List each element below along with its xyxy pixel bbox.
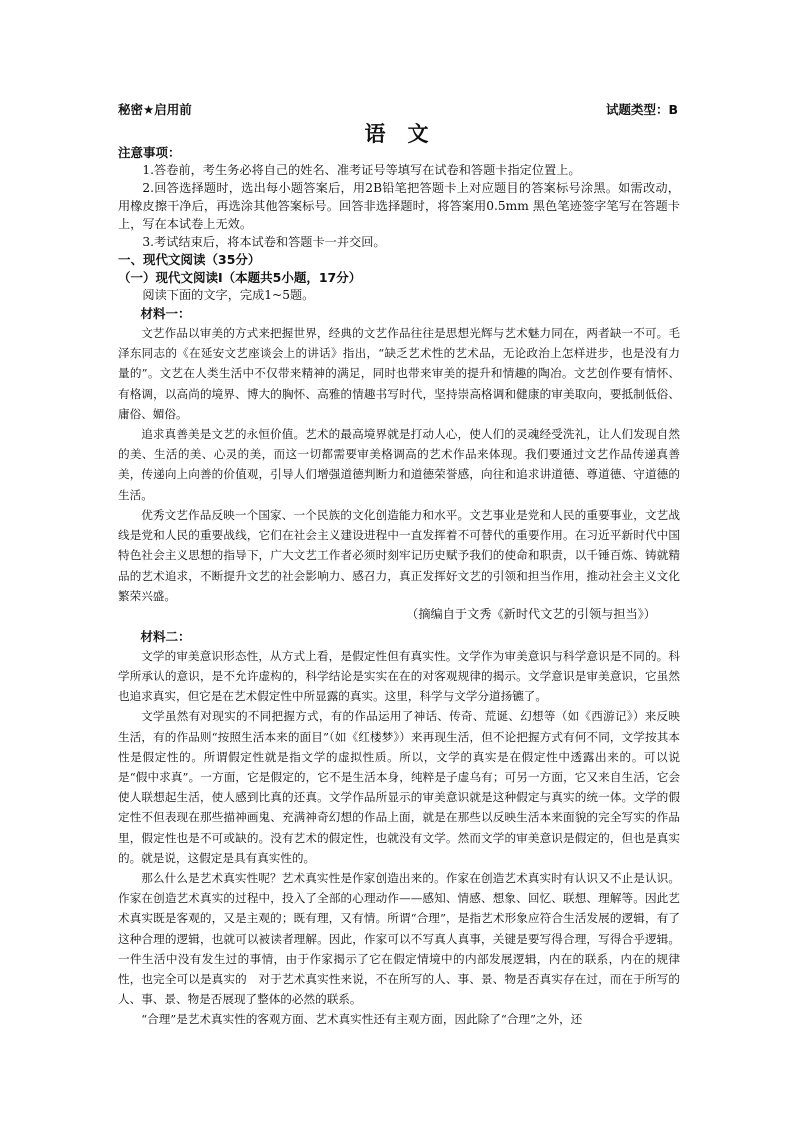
notice-item-3: 3.考试结束后，将本试卷和答题卡一并交回。 [142, 234, 386, 249]
material-1-paragraph: 文艺作品以审美的方式来把握世界，经典的文艺作品往往是思想光辉与艺术魅力同在，两者缺一不可。毛泽东同志的《在延安文艺座谈会上的讲话》指出，“缺乏艺术性的艺术品，无论政治上怎样进步，也是没有力量的”。文艺在人类生活中不仅带来精神的满足，同时也带来审美的提升和情趣的陶冶。文艺创作要有情怀、有格调，以高尚的境界、博大的胸怀、高雅的情趣书写时代，坚持崇高格调和健康的审美取向，要抵制低俗、庸俗、媚俗。 [118, 326, 680, 421]
page-title: 语文 [364, 122, 451, 146]
material-2-paragraph: “合理”是艺术真实性的客观方面、艺术真实性还有主观方面，因此除了“合理”之外，还 [141, 1012, 583, 1027]
section-heading: 一、现代文阅读（35分） [118, 252, 261, 268]
notice-item-2: 2.回答选择题时，选出每小题答案后，用2B铅笔把答题卡上对应题目的答案标号涂黑。如需改动，用橡皮擦干净后，再选涂其他答案标号。回答非选择题时，将答案用0.5mm 黑色笔迹签字笔写在答题卡上，写在本试卷上无效。 [118, 180, 680, 231]
notice-item-1: 1.答卷前，考生务必将自己的姓名、准考证号等填写在试卷和答题卡指定位置上。 [142, 162, 581, 177]
material-1-source: （摘编自于文秀《新时代文艺的引领与担当》） [406, 606, 656, 621]
material-2-label: 材料二： [140, 628, 191, 644]
notice-heading: 注意事项： [118, 145, 181, 160]
material-2-paragraph: 那么什么是艺术真实性呢？艺术真实性是作家创造出来的。作家在创造艺术真实时有认识又不止是认识。作家在创造艺术真实的过程中，投入了全部的心理动作——感知、情感、想象、回忆、联想、理解等。因此艺术真实既是客观的，又是主观的；既有理，又有情。所谓“合理”，是指艺术形象应符合生活发展的逻辑，有了这种合理的逻辑，也就可以被读者理解。因此，作家可以不写真人真事，关键是要写得合理，写得合乎逻辑。一件生活中没有发生过的事情，由于作家揭示了它在假定情境中的内部发展逻辑，内在的联系，内在的规律性，也完全可以是真实的 对于艺术真实性来说，不在所写的人、事、景、物是否真实存在过，而在于所写的人、事、景、物是否展现了整体的必然的联系。 [118, 870, 680, 1007]
material-1-paragraph: 追求真善美是文艺的永恒价值。艺术的最高境界就是打动人心，使人们的灵魂经受洗礼，让人们发现自然的美、生活的美、心灵的美，而这一切都需要审美格调高的艺术作品来体现。我们要通过文艺作品传递真善美，传递向上向善的价值观，引导人们增强道德判断力和道德荣誉感，向往和追求讲道德、尊道德、守道德的生活。 [118, 427, 680, 502]
material-1-label: 材料一： [140, 306, 191, 322]
exam-header [118, 100, 678, 116]
subsection-heading: （一）现代文阅读Ⅰ（本题共5小题，17分） [118, 270, 362, 286]
material-2-paragraph: 文学的审美意识形态性，从方式上看，是假定性但有真实性。文学作为审美意识与科学意识是不同的。科学所承认的意识，是不允许虚构的，科学结论是实实在在的对客观规律的揭示。文学意识是审美意识，它虽然也追求真实，但它是在艺术假定性中所显露的真实。这里，科学与文学分道扬镳了。 [118, 648, 680, 704]
reading-instruction: 阅读下面的文字，完成1~5题。 [142, 288, 315, 303]
confidential-label: 秘密★启用前 [118, 102, 192, 117]
material-2-paragraph: 文学虽然有对现实的不同把握方式，有的作品运用了神话、传奇、荒诞、幻想等（如《西游记》）来反映生活，有的作品则“按照生活本来的面目”（如《红楼梦》）来再现生活，但不论把握方式有何不同，文学按其本性是假定性的。所谓假定性就是指文学的虚拟性质。所以，文学的真实是在假定性中透露出来的。可以说是“假中求真”。一方面，它是假定的，它不是生活本身，纯粹是子虚乌有；可另一方面，它又来自生活，它会使人联想起生活，使人感到比真的还真。文学作品所显示的审美意识就是这种假定与真实的统一体。文学的假定性不但表现在那些描神画鬼、充满神奇幻想的作品上面，就是在那些以反映生活本来面貌的完全写实的作品里，假定性也是不可或缺的。没有艺术的假定性，也就没有文学。然而文学的审美意识是假定的，但也是真实的。就是说，这假定是具有真实性的。 [118, 709, 680, 865]
exam-type-label: 试题类型：B [605, 102, 678, 117]
material-1-paragraph: 优秀文艺作品反映一个国家、一个民族的文化创造能力和水平。文艺事业是党和人民的重要事业，文艺战线是党和人民的重要战线，它们在社会主义建设进程中一直发挥着不可替代的重要作用。在习近平新时代中国特色社会主义思想的指导下，广大文艺工作者必须时刻牢记历史赋予我们的使命和职责，以千锤百炼、铸就精品的艺术追求，不断提升文艺的社会影响力、感召力，真正发挥好文艺的引领和担当作用，推动社会主义文化繁荣兴盛。 [118, 507, 680, 603]
exam-content [118, 144, 680, 1030]
